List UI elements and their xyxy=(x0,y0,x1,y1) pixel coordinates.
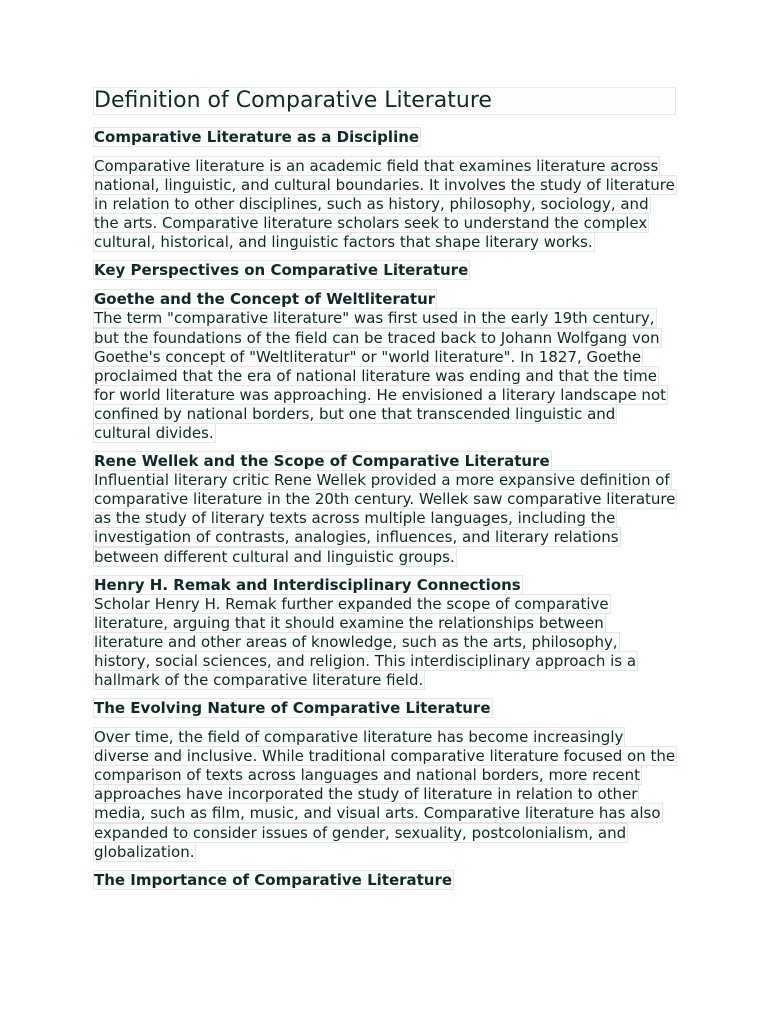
document-page xyxy=(93,87,676,900)
section-heading-evolving-text: The Evolving Nature of Comparative Literature xyxy=(94,699,491,718)
section-heading-perspectives-text: Key Perspectives on Comparative Literature xyxy=(94,261,469,280)
section-body-discipline-text: Comparative literature is an academic field that examines literature across national, linguistic, and cultural boundaries. It involves the study of literature in relation to other disciplines, such as history, philosophy, sociology, and the arts. Comparative literature scholars seek to understand the complex cultural, historical, and linguistic factors that shape literary works. xyxy=(94,157,675,252)
subsection-body-goethe-text: The term "comparative literature" was first used in the early 19th century, but the foundations of the field can be traced back to Johann Wolfgang von Goethe's concept of "Weltliteratur" or "world literature". In 1827, Goethe proclaimed that the era of national literature was ending and that the time for world literature was approaching. He envisioned a literary landscape not confined by national borders, but one that transcended linguistic and cultural divides. xyxy=(94,309,666,443)
subsection-heading-remak-text: Henry H. Remak and Interdisciplinary Connections xyxy=(94,575,521,594)
subsection-heading-goethe xyxy=(93,290,676,309)
section-heading-discipline xyxy=(93,128,676,147)
subsection-body-remak xyxy=(93,595,676,690)
section-body-evolving xyxy=(93,728,676,862)
subsection-heading-goethe-text: Goethe and the Concept of Weltliteratur xyxy=(94,290,436,309)
subsection-body-remak-text: Scholar Henry H. Remak further expanded the scope of comparative literature, arguing that it should examine the relationships between literature and other areas of knowledge, such as the arts, philosophy, history, social sciences, and religion. This interdisciplinary approach is a hallmark of the comparative literature field. xyxy=(94,594,637,689)
subsection-body-wellek xyxy=(93,471,676,566)
subsection-body-wellek-text: Influential literary critic Rene Wellek provided a more expansive definition of comparative literature in the 20th century. Wellek saw comparative literature as the study of literary texts across multiple languages, including the investigation of contrasts, analogies, influences, and literary relations between different cultural and linguistic groups. xyxy=(94,471,676,566)
section-heading-perspectives xyxy=(93,261,676,280)
section-heading-discipline-text: Comparative Literature as a Discipline xyxy=(94,128,420,146)
section-body-discipline xyxy=(93,157,676,252)
subsection-heading-remak xyxy=(93,576,676,595)
section-heading-importance xyxy=(93,871,676,890)
section-heading-evolving xyxy=(93,699,676,718)
section-heading-importance-text: The Importance of Comparative Literature xyxy=(94,870,453,889)
subsection-body-goethe xyxy=(93,309,676,443)
document-title: Definition of Comparative Literature xyxy=(93,87,676,115)
section-body-evolving-text: Over time, the field of comparative literature has become increasingly diverse and inclusive. While traditional comparative literature focused on the comparison of texts across languages and national borders, more recent approaches have incorporated the study of literature in relation to other media, such as film, music, and visual arts. Comparative literature has also expanded to consider issues of gender, sexuality, postcolonialism, and globalization. xyxy=(94,728,676,861)
subsection-heading-wellek xyxy=(93,452,676,471)
subsection-heading-wellek-text: Rene Wellek and the Scope of Comparative Literature xyxy=(94,452,550,471)
